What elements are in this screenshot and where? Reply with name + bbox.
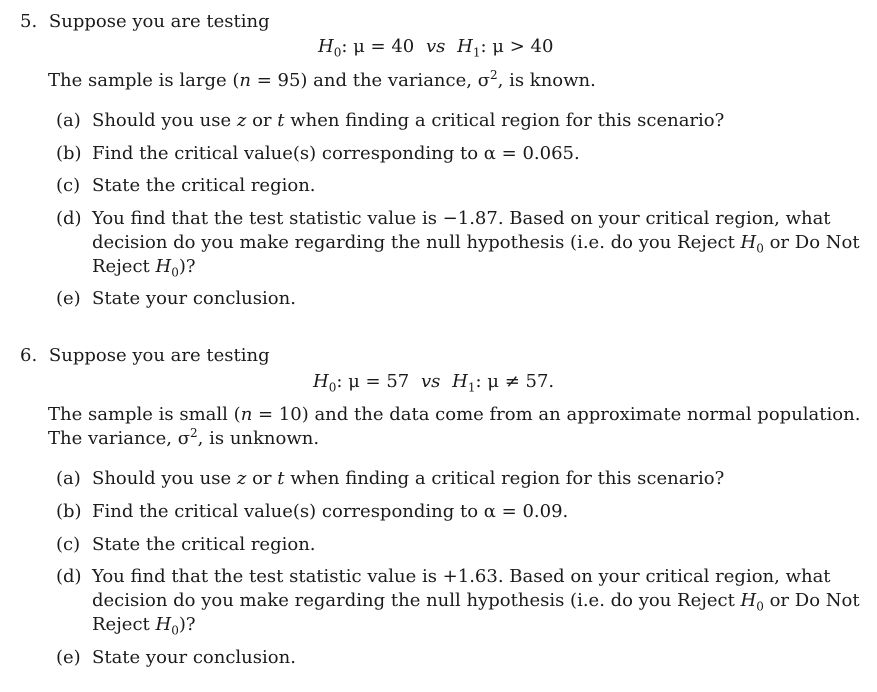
q6-h1-rest: : μ ≠ 57. bbox=[475, 371, 555, 392]
q6-part-d-line3: Reject bbox=[92, 614, 156, 635]
q6-part-d-line3-post: )? bbox=[178, 614, 196, 635]
q5-context-n: n bbox=[239, 70, 251, 91]
q6-part-d-line1: You find that the test statistic value is +1.63. Based on your critical region, what bbox=[92, 566, 831, 587]
q5-part-a-t: t bbox=[277, 110, 285, 131]
q6-context-line2-pre: The variance, σ bbox=[48, 428, 191, 449]
q6-part-a-post: when finding a critical region for this scenario? bbox=[284, 468, 725, 489]
q5-part-a bbox=[56, 109, 816, 133]
q6-part-d-hsub2: 0 bbox=[171, 623, 179, 638]
q6-h0-symbol: H bbox=[313, 371, 329, 392]
q5-part-d-h2: H bbox=[155, 256, 172, 277]
q5-part-b bbox=[56, 142, 816, 166]
q5-context-mid: = 95) and the variance, σ bbox=[250, 70, 490, 91]
q6-context-line1-pre: The sample is small ( bbox=[48, 404, 241, 425]
q5-part-c bbox=[56, 174, 816, 198]
q6-part-a bbox=[56, 467, 816, 491]
q5-part-d-line1: You find that the test statistic value is −1.87. Based on your critical region, what bbox=[92, 208, 831, 229]
q5-context-pre: The sample is large ( bbox=[48, 70, 240, 91]
q6-part-a-pre: Should you use bbox=[92, 468, 237, 489]
q6-part-d bbox=[56, 565, 860, 637]
q5-part-b-text: Find the critical value(s) corresponding to α = 0.065. bbox=[92, 143, 580, 164]
q5-part-c-label: (c) bbox=[56, 175, 81, 196]
q5-part-e-text: State your conclusion. bbox=[92, 288, 296, 309]
q5-part-a-mid: or bbox=[246, 110, 278, 131]
q6-part-d-line2-mid: or Do Not bbox=[763, 590, 860, 611]
q6-part-e-label: (e) bbox=[56, 647, 81, 668]
q5-part-a-label: (a) bbox=[56, 110, 81, 131]
q5-part-c-text: State the critical region. bbox=[92, 175, 316, 196]
q5-part-a-post: when finding a critical region for this scenario? bbox=[284, 110, 725, 131]
q5-part-e-label: (e) bbox=[56, 288, 81, 309]
q5-part-b-label: (b) bbox=[56, 143, 82, 164]
q5-context-sup: 2 bbox=[489, 68, 498, 82]
q5-h0-rest: : μ = 40 bbox=[341, 36, 415, 57]
q6-h1-symbol: H bbox=[452, 371, 468, 392]
q6-context bbox=[48, 403, 860, 451]
q6-part-e bbox=[56, 646, 816, 670]
q6-part-e-text: State your conclusion. bbox=[92, 647, 296, 668]
q6-context-n: n bbox=[240, 404, 253, 425]
q5-number: 5. bbox=[20, 11, 38, 32]
q6-part-c-text: State the critical region. bbox=[92, 534, 316, 555]
q6-number: 6. bbox=[20, 345, 38, 366]
q6-part-a-z: z bbox=[236, 468, 247, 489]
q5-part-d bbox=[56, 207, 860, 279]
q6-part-b-label: (b) bbox=[56, 501, 82, 522]
q5-h0-sub: 0 bbox=[333, 45, 342, 60]
q5-h1-rest: : μ > 40 bbox=[480, 36, 554, 57]
q6-part-d-h: H bbox=[740, 590, 757, 611]
q5-part-a-pre: Should you use bbox=[92, 110, 237, 131]
q6-part-a-t: t bbox=[277, 468, 285, 489]
q6-context-line2-post: , is unknown. bbox=[197, 428, 320, 449]
q6-h0-rest: : μ = 57 bbox=[336, 371, 410, 392]
q6-part-b-text: Find the critical value(s) corresponding to α = 0.09. bbox=[92, 501, 569, 522]
q6-hypothesis bbox=[313, 370, 554, 394]
q6-part-a-label: (a) bbox=[56, 468, 81, 489]
q5-part-d-line3-post: )? bbox=[178, 256, 196, 277]
q5-part-d-line2: decision do you make regarding the null hypothesis (i.e. do you Reject bbox=[92, 232, 741, 253]
q5-part-e bbox=[56, 287, 816, 311]
q5-header bbox=[20, 10, 270, 34]
q6-part-c-label: (c) bbox=[56, 534, 81, 555]
q5-part-d-hsub2: 0 bbox=[171, 265, 179, 280]
q5-context bbox=[48, 69, 596, 93]
q6-part-d-line2: decision do you make regarding the null hypothesis (i.e. do you Reject bbox=[92, 590, 741, 611]
q5-part-d-label: (d) bbox=[56, 208, 82, 229]
q5-intro: Suppose you are testing bbox=[48, 11, 270, 32]
q6-h0-sub: 0 bbox=[328, 380, 337, 395]
q6-part-c bbox=[56, 533, 816, 557]
q5-part-d-line2-mid: or Do Not bbox=[763, 232, 860, 253]
q6-part-d-h2: H bbox=[155, 614, 172, 635]
q5-h1-symbol: H bbox=[457, 36, 473, 57]
q6-part-a-mid: or bbox=[246, 468, 278, 489]
q6-vs: vs bbox=[421, 371, 441, 392]
q6-header bbox=[20, 344, 270, 368]
q5-context-post: , is known. bbox=[497, 70, 596, 91]
q6-part-d-label: (d) bbox=[56, 566, 82, 587]
q6-intro: Suppose you are testing bbox=[48, 345, 270, 366]
q5-vs: vs bbox=[426, 36, 446, 57]
q5-hypothesis bbox=[318, 35, 553, 59]
q6-context-line1-post: = 10) and the data come from an approximate normal population. bbox=[252, 404, 861, 425]
q6-h1-sub: 1 bbox=[467, 380, 476, 395]
q5-part-d-line3: Reject bbox=[92, 256, 156, 277]
q6-context-sup: 2 bbox=[190, 426, 198, 440]
q5-h1-sub: 1 bbox=[472, 45, 481, 60]
q6-part-b bbox=[56, 500, 816, 524]
q5-part-d-h: H bbox=[740, 232, 757, 253]
q5-h0-symbol: H bbox=[318, 36, 334, 57]
q5-part-d-hsub: 0 bbox=[756, 241, 764, 256]
q5-part-a-z: z bbox=[236, 110, 247, 131]
q6-part-d-hsub: 0 bbox=[756, 599, 764, 614]
